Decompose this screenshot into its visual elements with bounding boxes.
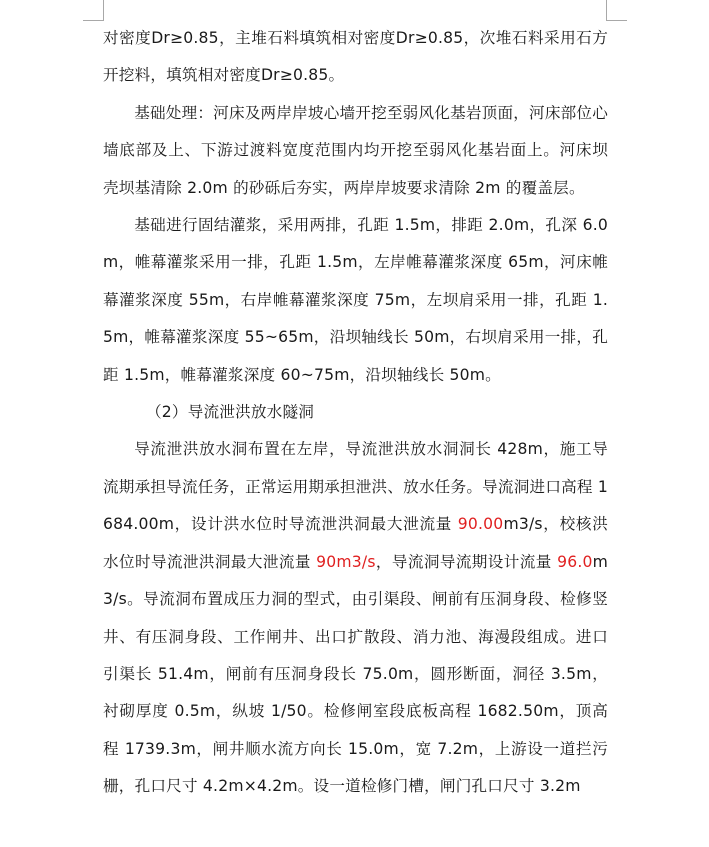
document-body[interactable] xyxy=(103,20,608,806)
margin-corner-mark-right xyxy=(606,0,627,21)
margin-corner-mark-left xyxy=(83,0,104,21)
section-heading xyxy=(103,394,608,431)
text-run: ，导流洞导流期设计流量 xyxy=(375,552,558,571)
text-run: 基础处理：河床及两岸岸坡心墙开挖至弱风化基岩顶面，河床部位心墙底部及上、下游过渡料宽度范围内均开挖至弱风化基岩面上。河床坝壳坝基清除 2.0m 的砂砾后夯实，两岸岸坡要求清除 2m 的覆盖层。 xyxy=(103,103,609,197)
paragraph-foundation-treatment xyxy=(103,95,608,207)
text-run: m3/s。导流洞布置成压力洞的型式，由引渠段、闸前有压洞身段、检修竖井、有压洞身段、工作闸井、出口扩散段、消力池、海漫段组成。进口引渠长 51.4m，闸前有压洞身段长 75.0m，圆形断面，洞径 3.5m，衬砌厚度 0.5m，纵坡 1/50。检修闸室段底板高程 1682.50m，顶高程 1739.3m，闸井顺水流方向长 15.0m，宽 7.2m，上游设一道拦污栅，孔口尺寸 4.2m×4.2m。设一道检修门槽，闸门孔口尺寸 3.2m xyxy=(103,552,608,796)
text-run: 基础进行固结灌浆，采用两排，孔距 1.5m，排距 2.0m，孔深 6.0m，帷幕灌浆采用一排，孔距 1.5m，左岸帷幕灌浆深度 65m，河床帷幕灌浆深度 55m，右岸帷幕灌浆深度 75m，左坝肩采用一排，孔距 1.5m，帷幕灌浆深度 55~65m，沿坝轴线长 50m，右坝肩采用一排，孔距 1.5m，帷幕灌浆深度 60~75m，沿坝轴线长 50m。 xyxy=(103,216,608,384)
text-run: 导流泄洪放水洞布置在左岸，导流泄洪放水洞洞长 428m，施工导流期承担导流任务，正常运用期承担泄洪、放水任务。导流洞进口高程 1684.00m，设计洪水位时导流泄洪洞最大泄流量 xyxy=(103,440,608,534)
highlighted-value: 96.0 xyxy=(557,552,593,571)
highlighted-value: 90.00 xyxy=(457,515,504,534)
paragraph-tunnel xyxy=(103,431,608,805)
paragraph-grouting xyxy=(103,207,608,394)
text-run: m3/s，校核洪水位时导流泄洪洞最大泄流量 xyxy=(103,515,609,571)
paragraph-density xyxy=(103,20,608,95)
heading-text: （2）导流泄洪放水隧洞 xyxy=(146,403,315,422)
text-run: 对密度Dr≥0.85，主堆石料填筑相对密度Dr≥0.85，次堆石料采用石方开挖料，填筑相对密度Dr≥0.85。 xyxy=(103,29,608,85)
highlighted-value: 90m3/s xyxy=(316,552,376,571)
